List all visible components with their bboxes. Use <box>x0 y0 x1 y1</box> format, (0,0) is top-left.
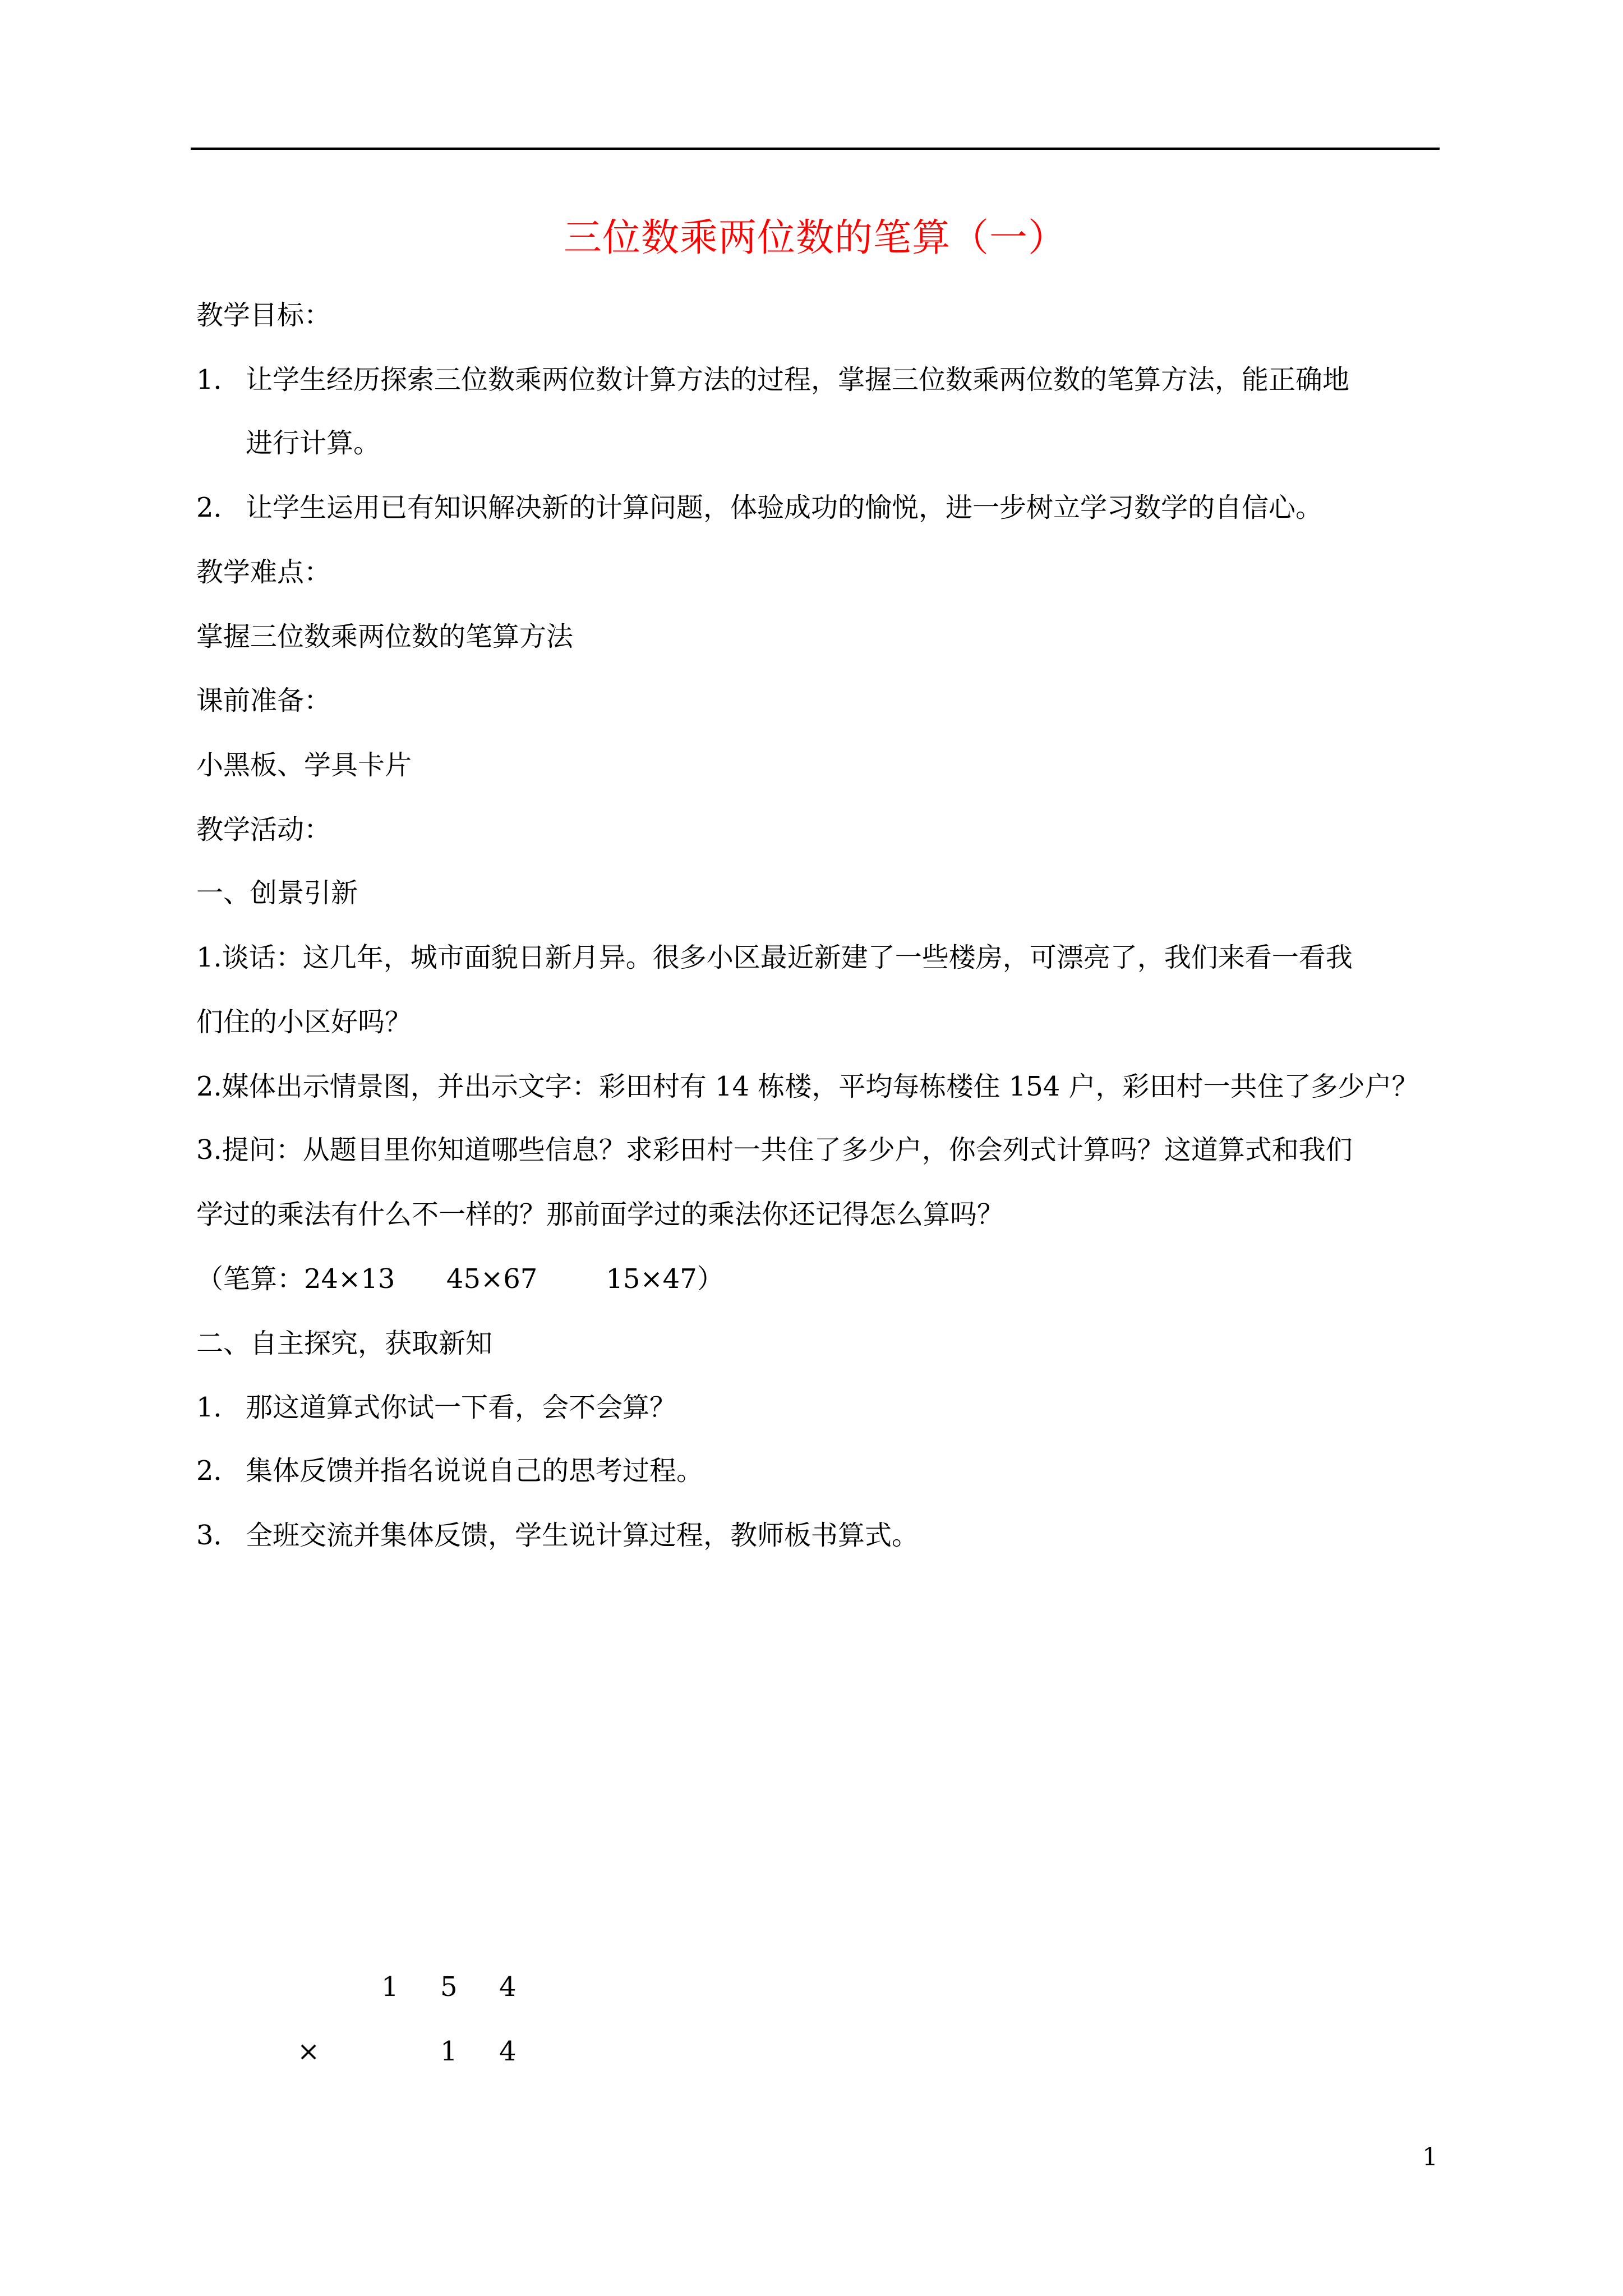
calc-digit: 4 <box>499 1971 517 2003</box>
goal-1-line-a <box>196 362 1349 398</box>
difficulty-heading: 教学难点： <box>196 556 331 588</box>
part-1-item-3-b: 学过的乘法有什么不一样的？那前面学过的乘法你还记得怎么算吗？ <box>196 1199 1004 1230</box>
activity-heading: 教学活动： <box>196 814 331 845</box>
calc-digit: 1 <box>440 2036 458 2067</box>
part-2-item-1-number: 1． <box>196 1392 241 1423</box>
goals-heading: 教学目标： <box>196 300 331 331</box>
part-1-item-3-a: 3.提问：从题目里你知道哪些信息？求彩田村一共住了多少户，你会列式计算吗？这道算式和我们 <box>196 1134 1353 1166</box>
prep-text: 小黑板、学具卡片 <box>196 749 412 781</box>
part-2-item-3 <box>196 1517 919 1553</box>
part-2-item-1 <box>196 1389 676 1425</box>
part-2-item-3-text: 全班交流并集体反馈，学生说计算过程，教师板书算式。 <box>246 1520 919 1551</box>
prep-heading: 课前准备： <box>196 685 331 716</box>
goal-1-number: 1． <box>196 364 241 395</box>
calc-digit: 5 <box>440 1971 458 2003</box>
part-1-item-2: 2.媒体出示情景图，并出示文字：彩田村有 14 栋楼，平均每栋楼住 154 户，彩田村一共住了多少户？ <box>196 1071 1419 1102</box>
goal-2-line <box>196 490 1322 526</box>
part-1-practice: （笔算：24×13 45×67 15×47） <box>196 1263 724 1295</box>
part-1-heading: 一、创景引新 <box>196 877 358 909</box>
part-1-item-1-a: 1.谈话：这几年，城市面貌日新月异。很多小区最近新建了一些楼房，可漂亮了，我们来看一看我 <box>196 942 1353 973</box>
goal-2-text: 让学生运用已有知识解决新的计算问题，体验成功的愉悦，进一步树立学习数学的自信心。 <box>246 492 1323 523</box>
goal-1-text-b: 进行计算。 <box>246 427 381 459</box>
header-rule <box>191 148 1440 150</box>
part-1-item-1-b: 们住的小区好吗？ <box>196 1006 412 1038</box>
page-number: 1 <box>1422 2143 1438 2171</box>
goal-1-text-a: 让学生经历探索三位数乘两位数计算方法的过程，掌握三位数乘两位数的笔算方法，能正确地 <box>246 364 1350 395</box>
goal-2-number: 2． <box>196 492 241 523</box>
calc-digit: 4 <box>499 2036 517 2067</box>
part-2-item-1-text: 那这道算式你试一下看，会不会算？ <box>246 1392 677 1423</box>
part-2-item-2-number: 2． <box>196 1455 241 1487</box>
calc-digit: 1 <box>381 1971 399 2003</box>
part-2-heading: 二、自主探究，获取新知 <box>196 1328 493 1359</box>
difficulty-text: 掌握三位数乘两位数的笔算方法 <box>196 621 574 652</box>
part-2-item-3-number: 3． <box>196 1520 241 1551</box>
part-2-item-2-text: 集体反馈并指名说说自己的思考过程。 <box>246 1455 704 1487</box>
multiply-sign: × <box>297 2036 320 2067</box>
part-2-item-2 <box>196 1453 703 1489</box>
document-title: 三位数乘两位数的笔算（一） <box>563 216 1067 260</box>
